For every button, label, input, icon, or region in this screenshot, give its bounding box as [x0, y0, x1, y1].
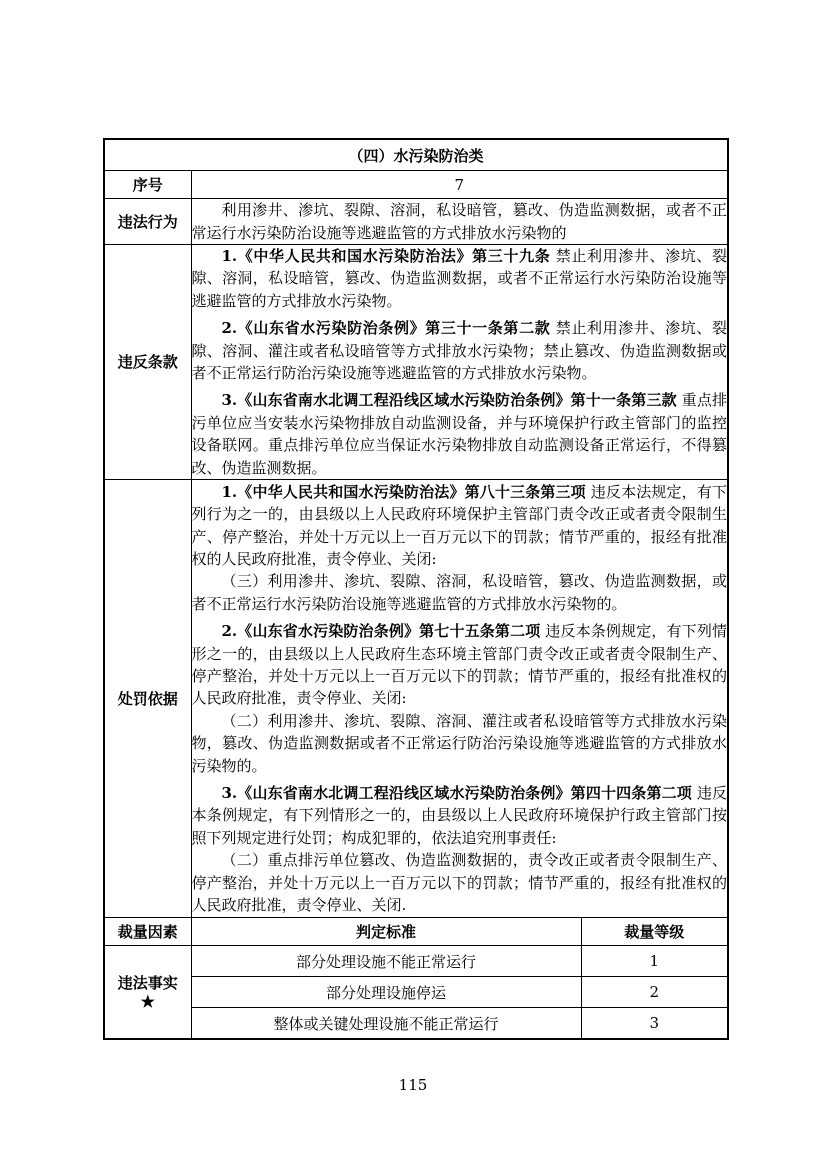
law-citation: 1.《中华人民共和国水污染防治法》第八十三条第三项	[221, 482, 586, 501]
criteria-header: 判定标准	[191, 918, 581, 946]
serial-label: 序号	[104, 171, 191, 199]
law-citation: 2.《山东省水污染防治条例》第七十五条第二项	[221, 622, 541, 641]
law-text: 违反本条例规定，有下列情形之一的，由县级以上人民政府环境保护行政主管部门按照下列规定进行处罚；构成犯罪的，依法追究刑事责任:	[191, 783, 727, 847]
illegal-act-row	[104, 199, 728, 245]
law-text: 违反本法规定，有下列行为之一的，由县级以上人民政府环境保护主管部门责令改正或者责令限制生产、停产整治，并处十万元以上一百万元以下的罚款；情节严重的，报经有批准权的人民政府批准，责令停业、关闭:	[191, 482, 727, 568]
law-text: 禁止利用渗井、渗坑、裂隙、溶洞、灌注或者私设暗管等方式排放水污染物；禁止篡改、伪造监测数据或者不正常运行防治污染设施等逃避监管的方式排放水污染物。	[191, 319, 727, 383]
page-number: 115	[398, 1076, 428, 1094]
law-text: （二）利用渗井、渗坑、裂隙、溶洞、灌注或者私设暗管等方式排放水污染物，篡改、伪造监测数据或者不正常运行防治污染设施等逃避监管的方式排放水污染物的。	[191, 711, 727, 775]
law-text: 重点排污单位应当安装水污染物排放自动监测设备，并与环境保护行政主管部门的监控设备联网。重点排污单位应当保证水污染物排放自动监测设备正常运行，不得篡改、伪造监测数据。	[191, 391, 727, 477]
violated-clauses-cell	[191, 245, 728, 480]
penalty-basis-cell	[191, 480, 728, 918]
level-header: 裁量等级	[581, 918, 728, 946]
illegal-act-text: 利用渗井、渗坑、裂隙、溶洞，私设暗管，篡改、伪造监测数据，或者不正常运行水污染防治设施等逃避监管的方式排放水污染物的	[191, 201, 727, 242]
illegal-facts-label-cell	[104, 946, 191, 1040]
illegal-act-label: 违法行为	[104, 199, 191, 245]
law-citation: 2.《山东省水污染防治条例》第三十一条第二款	[221, 319, 551, 338]
fact-row	[104, 977, 728, 1008]
law-subparagraph	[192, 570, 728, 615]
law-text: （三）利用渗井、渗坑、裂隙、溶洞，私设暗管，篡改、伪造监测数据，或者不正常运行水污染防治设施等逃避监管的方式排放水污染物的。	[191, 572, 727, 613]
law-paragraph	[192, 620, 728, 710]
level-value: 3	[581, 1008, 728, 1040]
penalty-basis-label: 处罚依据	[104, 480, 191, 918]
fact-row	[104, 946, 728, 977]
law-citation: 3.《山东省南水北调工程沿线区域水污染防治条例》第四十四条第二项	[221, 783, 692, 802]
serial-value: 7	[191, 171, 728, 199]
law-text: 违反本条例规定，有下列情形之一的，由县级以上人民政府生态环境主管部门责令改正或者责令限制生产、停产整治，并处十万元以上一百万元以下的罚款；情节严重的，报经有批准权的人民政府批准，责令停业、关闭:	[191, 622, 727, 708]
law-paragraph	[192, 481, 728, 571]
level-value: 2	[581, 977, 728, 1008]
star-icon: ★	[140, 992, 155, 1012]
criteria-value: 部分处理设施停运	[191, 977, 581, 1008]
level-value: 1	[581, 946, 728, 977]
table-title: （四）水污染防治类	[104, 139, 728, 171]
law-text: （二）重点排污单位篡改、伪造监测数据的，责令改正或者责令限制生产、停产整治，并处十万元以上一百万元以下的罚款；情节严重的，报经有批准权的人民政府批准，责令停业、关闭.	[191, 851, 727, 915]
criteria-value: 整体或关键处理设施不能正常运行	[191, 1008, 581, 1040]
penalty-basis-row	[104, 480, 728, 918]
illegal-act-cell	[191, 199, 728, 245]
law-paragraph	[192, 389, 728, 479]
serial-row	[104, 171, 728, 199]
discretion-header-row	[104, 918, 728, 946]
illegal-facts-label: 违法事实	[117, 974, 178, 993]
law-citation: 3.《山东省南水北调工程沿线区域水污染防治条例》第十一条第三款	[221, 391, 677, 410]
discretion-factor-label: 裁量因素	[104, 918, 191, 946]
law-paragraph	[192, 317, 728, 384]
law-text: 禁止利用渗井、渗坑、裂隙、溶洞，私设暗管，篡改、伪造监测数据，或者不正常运行水污染防治设施等逃避监管的方式排放水污染物。	[191, 247, 727, 310]
violated-clauses-label: 违反条款	[104, 245, 191, 480]
criteria-value: 部分处理设施不能正常运行	[191, 946, 581, 977]
law-citation: 1.《中华人民共和国水污染防治法》第三十九条	[221, 247, 551, 265]
regulation-table	[103, 138, 729, 1040]
fact-row	[104, 1008, 728, 1040]
law-paragraph	[192, 245, 728, 312]
law-paragraph	[192, 782, 728, 849]
violated-clauses-row	[104, 245, 728, 480]
law-subparagraph	[192, 710, 728, 777]
title-row	[104, 139, 728, 171]
law-subparagraph	[192, 849, 728, 916]
